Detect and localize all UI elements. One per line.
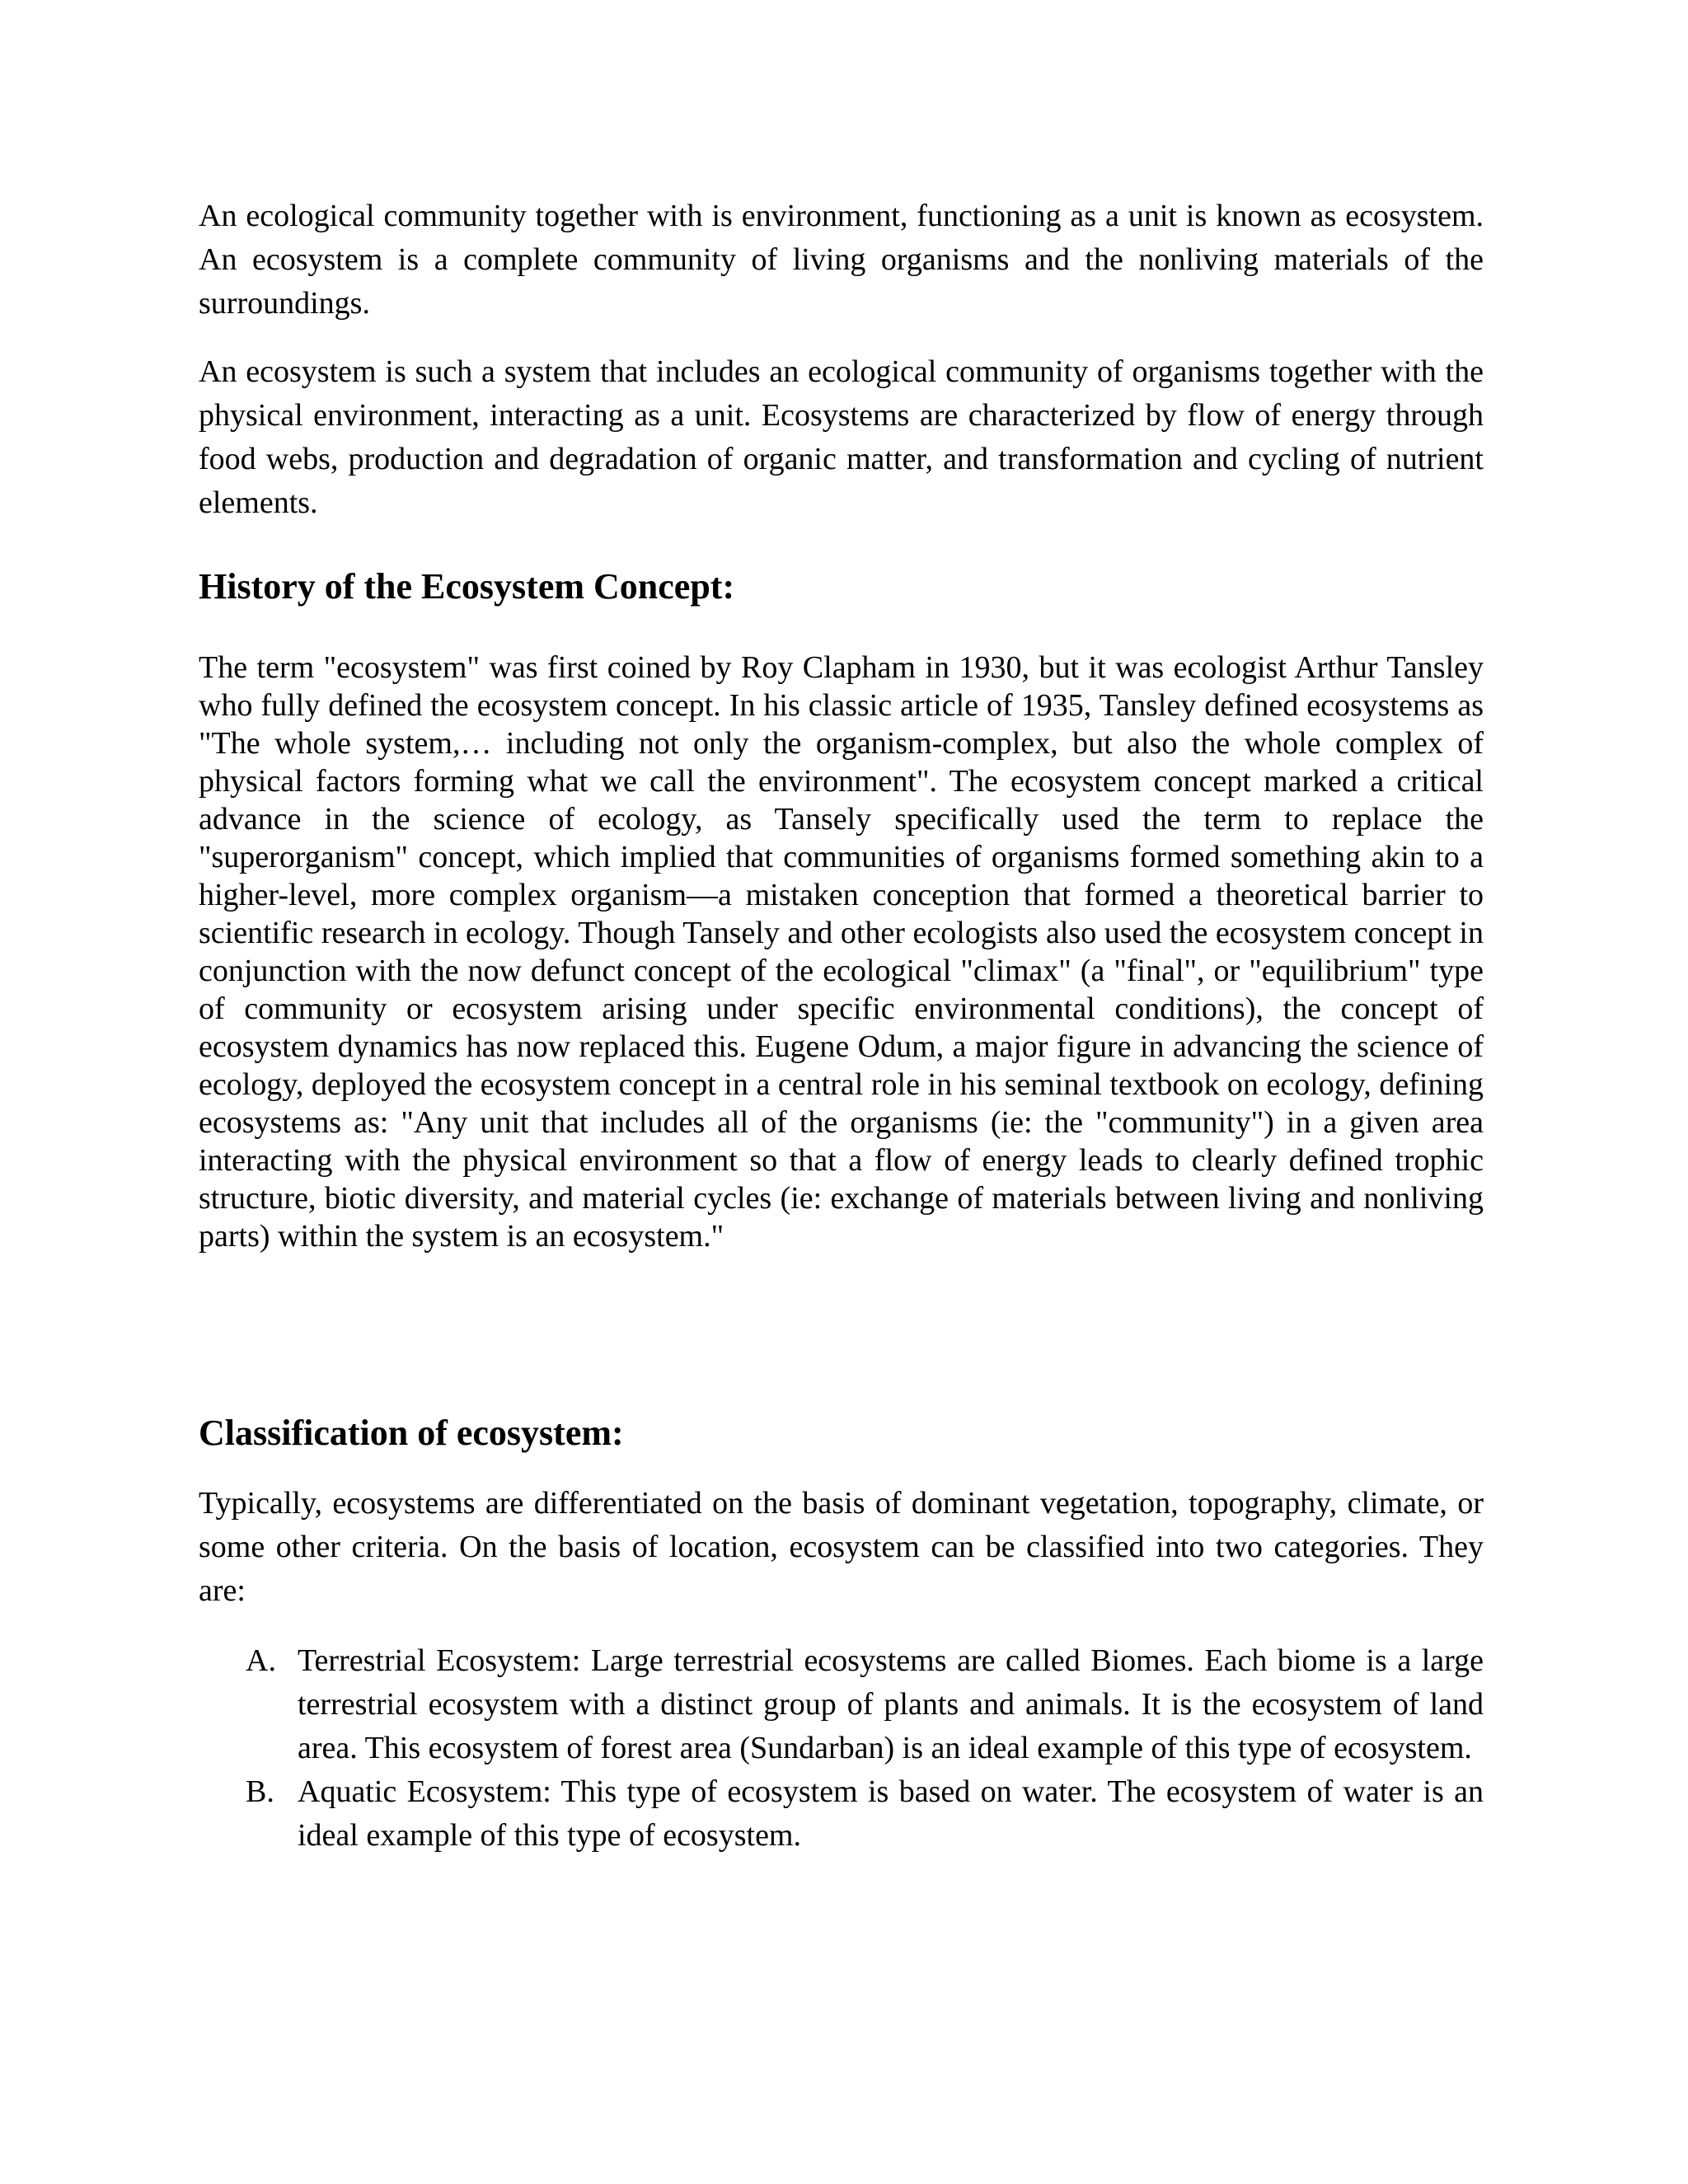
list-item-text: Aquatic Ecosystem: This type of ecosystem is based on water. The ecosystem of water is an ideal example of this type of ecosystem. — [298, 1774, 1484, 1853]
list-item-text: Terrestrial Ecosystem: Large terrestrial ecosystems are called Biomes. Each biome is a large terrestrial ecosystem with a distinct group of plants and animals. It is the ecosystem of land area. This ecosystem of forest area (Sundarban) is an ideal example of this type of ecosystem. — [298, 1643, 1484, 1765]
list-marker: A. — [246, 1643, 276, 1678]
list-item — [199, 1639, 1484, 1770]
list-item — [199, 1770, 1484, 1858]
ecosystem-category-list — [199, 1639, 1484, 1858]
intro-paragraph-2: An ecosystem is such a system that includes an ecological community of organisms together with the physical environment, interacting as a unit. Ecosystems are characterized by flow of energy through food webs, production and degradation of organic matter, and transformation and cycling of nutrient elements. — [199, 354, 1484, 520]
history-paragraph: The term "ecosystem" was first coined by Roy Clapham in 1930, but it was ecologist Arthur Tansley who fully defined the ecosystem concept. In his classic article of 1935, Tansley defined ecosystems as "The whole system,… including not only the organism-complex, but also the whole complex of physical factors forming what we call the environment". The ecosystem concept marked a critical advance in the science of ecology, as Tansely specifically used the term to replace the "superorganism" concept, which implied that communities of organisms formed something akin to a higher-level, more complex organism—a mistaken conception that formed a theoretical barrier to scientific research in ecology. Though Tansely and other ecologists also used the ecosystem concept in conjunction with the now defunct concept of the ecological "climax" (a "final", or "equilibrium" type of community or ecosystem arising under specific environmental conditions), the concept of ecosystem dynamics has now replaced this. Eugene Odum, a major figure in advancing the science of ecology, deployed the ecosystem concept in a central role in his seminal textbook on ecology, defining ecosystems as: "Any unit that includes all of the organisms (ie: the "community") in a given area interacting with the physical environment so that a flow of energy leads to clearly defined trophic structure, biotic diversity, and material cycles (ie: exchange of materials between living and nonliving parts) within the system is an ecosystem." — [199, 650, 1484, 1254]
list-marker: B. — [246, 1774, 274, 1809]
classification-heading: Classification of ecosystem: — [199, 1413, 624, 1453]
history-heading: History of the Ecosystem Concept: — [199, 566, 735, 607]
intro-paragraph-1: An ecological community together with is environment, functioning as a unit is known as ecosystem. An ecosystem is a complete community of living organisms and the nonliving materials of the surroundings. — [199, 199, 1484, 321]
classification-paragraph: Typically, ecosystems are differentiated on the basis of dominant vegetation, topography, climate, or some other criteria. On the basis of location, ecosystem can be classified into two categories. They are: — [199, 1486, 1484, 1608]
